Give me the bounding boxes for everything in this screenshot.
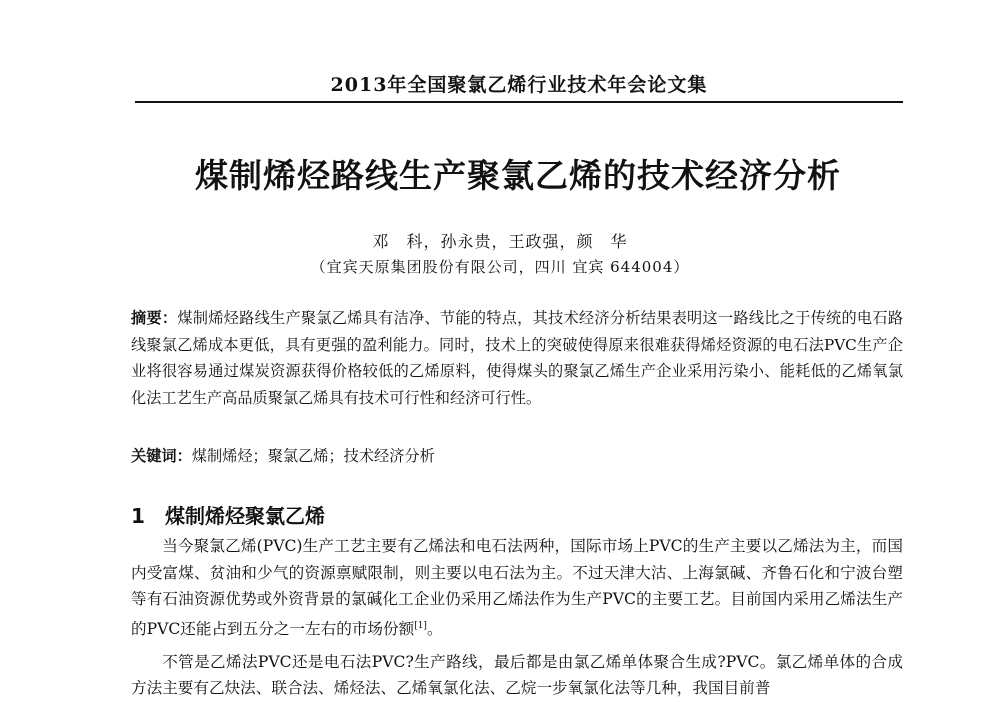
keywords-text: 煤制烯烃；聚氯乙烯；技术经济分析 — [191, 447, 435, 465]
section-body — [131, 533, 903, 702]
header-rule — [135, 101, 903, 103]
paper-title: 煤制烯烃路线生产聚氯乙烯的技术经济分析 — [195, 156, 841, 195]
authors: 邓 科，孙永贵，王政强，颜 华 — [372, 232, 628, 251]
section-title: 煤制烯烃聚氯乙烯 — [165, 504, 325, 528]
paragraph — [131, 649, 903, 702]
running-header: 2013年全国聚氯乙烯行业技术年会论文集 — [330, 74, 708, 96]
abstract-label: 摘要： — [131, 309, 178, 327]
paragraph-text: 当今聚氯乙烯(PVC)生产工艺主要有乙烯法和电石法两种，国际市场上PVC的生产主要以乙烯法为主，而国内受富煤、贫油和少气的资源禀赋限制，则主要以电石法为主。不过天津大沽、上海氯碱、齐鲁石化和宁波台塑等有石油资源优势或外资背景的氯碱化工企业仍采用乙烯法作为生产PVC的主要工艺。目前国内采用乙烯法生产的PVC还能占到五分之一左右的市场份额 — [131, 537, 903, 638]
paragraph-text: 不管是乙烯法PVC还是电石法PVC?生产路线，最后都是由氯乙烯单体聚合生成?PVC。氯乙烯单体的合成方法主要有乙炔法、联合法、烯烃法、乙烯氧氯化法、乙烷一步氧氯化法等几种，我国目前普 — [131, 652, 903, 698]
section-number: 1 — [131, 504, 145, 528]
paragraph — [131, 533, 903, 643]
citation-marker[interactable]: [1] — [414, 620, 427, 631]
keywords — [131, 443, 903, 469]
section-heading — [131, 500, 903, 529]
keywords-label: 关键词： — [131, 447, 192, 465]
paragraph-end: 。 — [426, 619, 443, 638]
affiliation: （宜宾天原集团股份有限公司，四川 宜宾 644004） — [310, 258, 690, 276]
abstract-text: 煤制烯烃路线生产聚氯乙烯具有洁净、节能的特点，其技术经济分析结果表明这一路线比之于传统的电石路线聚氯乙烯成本更低，具有更强的盈利能力。同时，技术上的突破使得原来很难获得烯烃资源的电石法PVC生产企业将很容易通过煤炭资源获得价格较低的乙烯原料，使得煤头的聚氯乙烯生产企业采用污染小、能耗低的乙烯氧氯化法工艺生产高品质聚氯乙烯具有技术可行性和经济可行性。 — [131, 309, 904, 407]
abstract — [131, 305, 903, 411]
